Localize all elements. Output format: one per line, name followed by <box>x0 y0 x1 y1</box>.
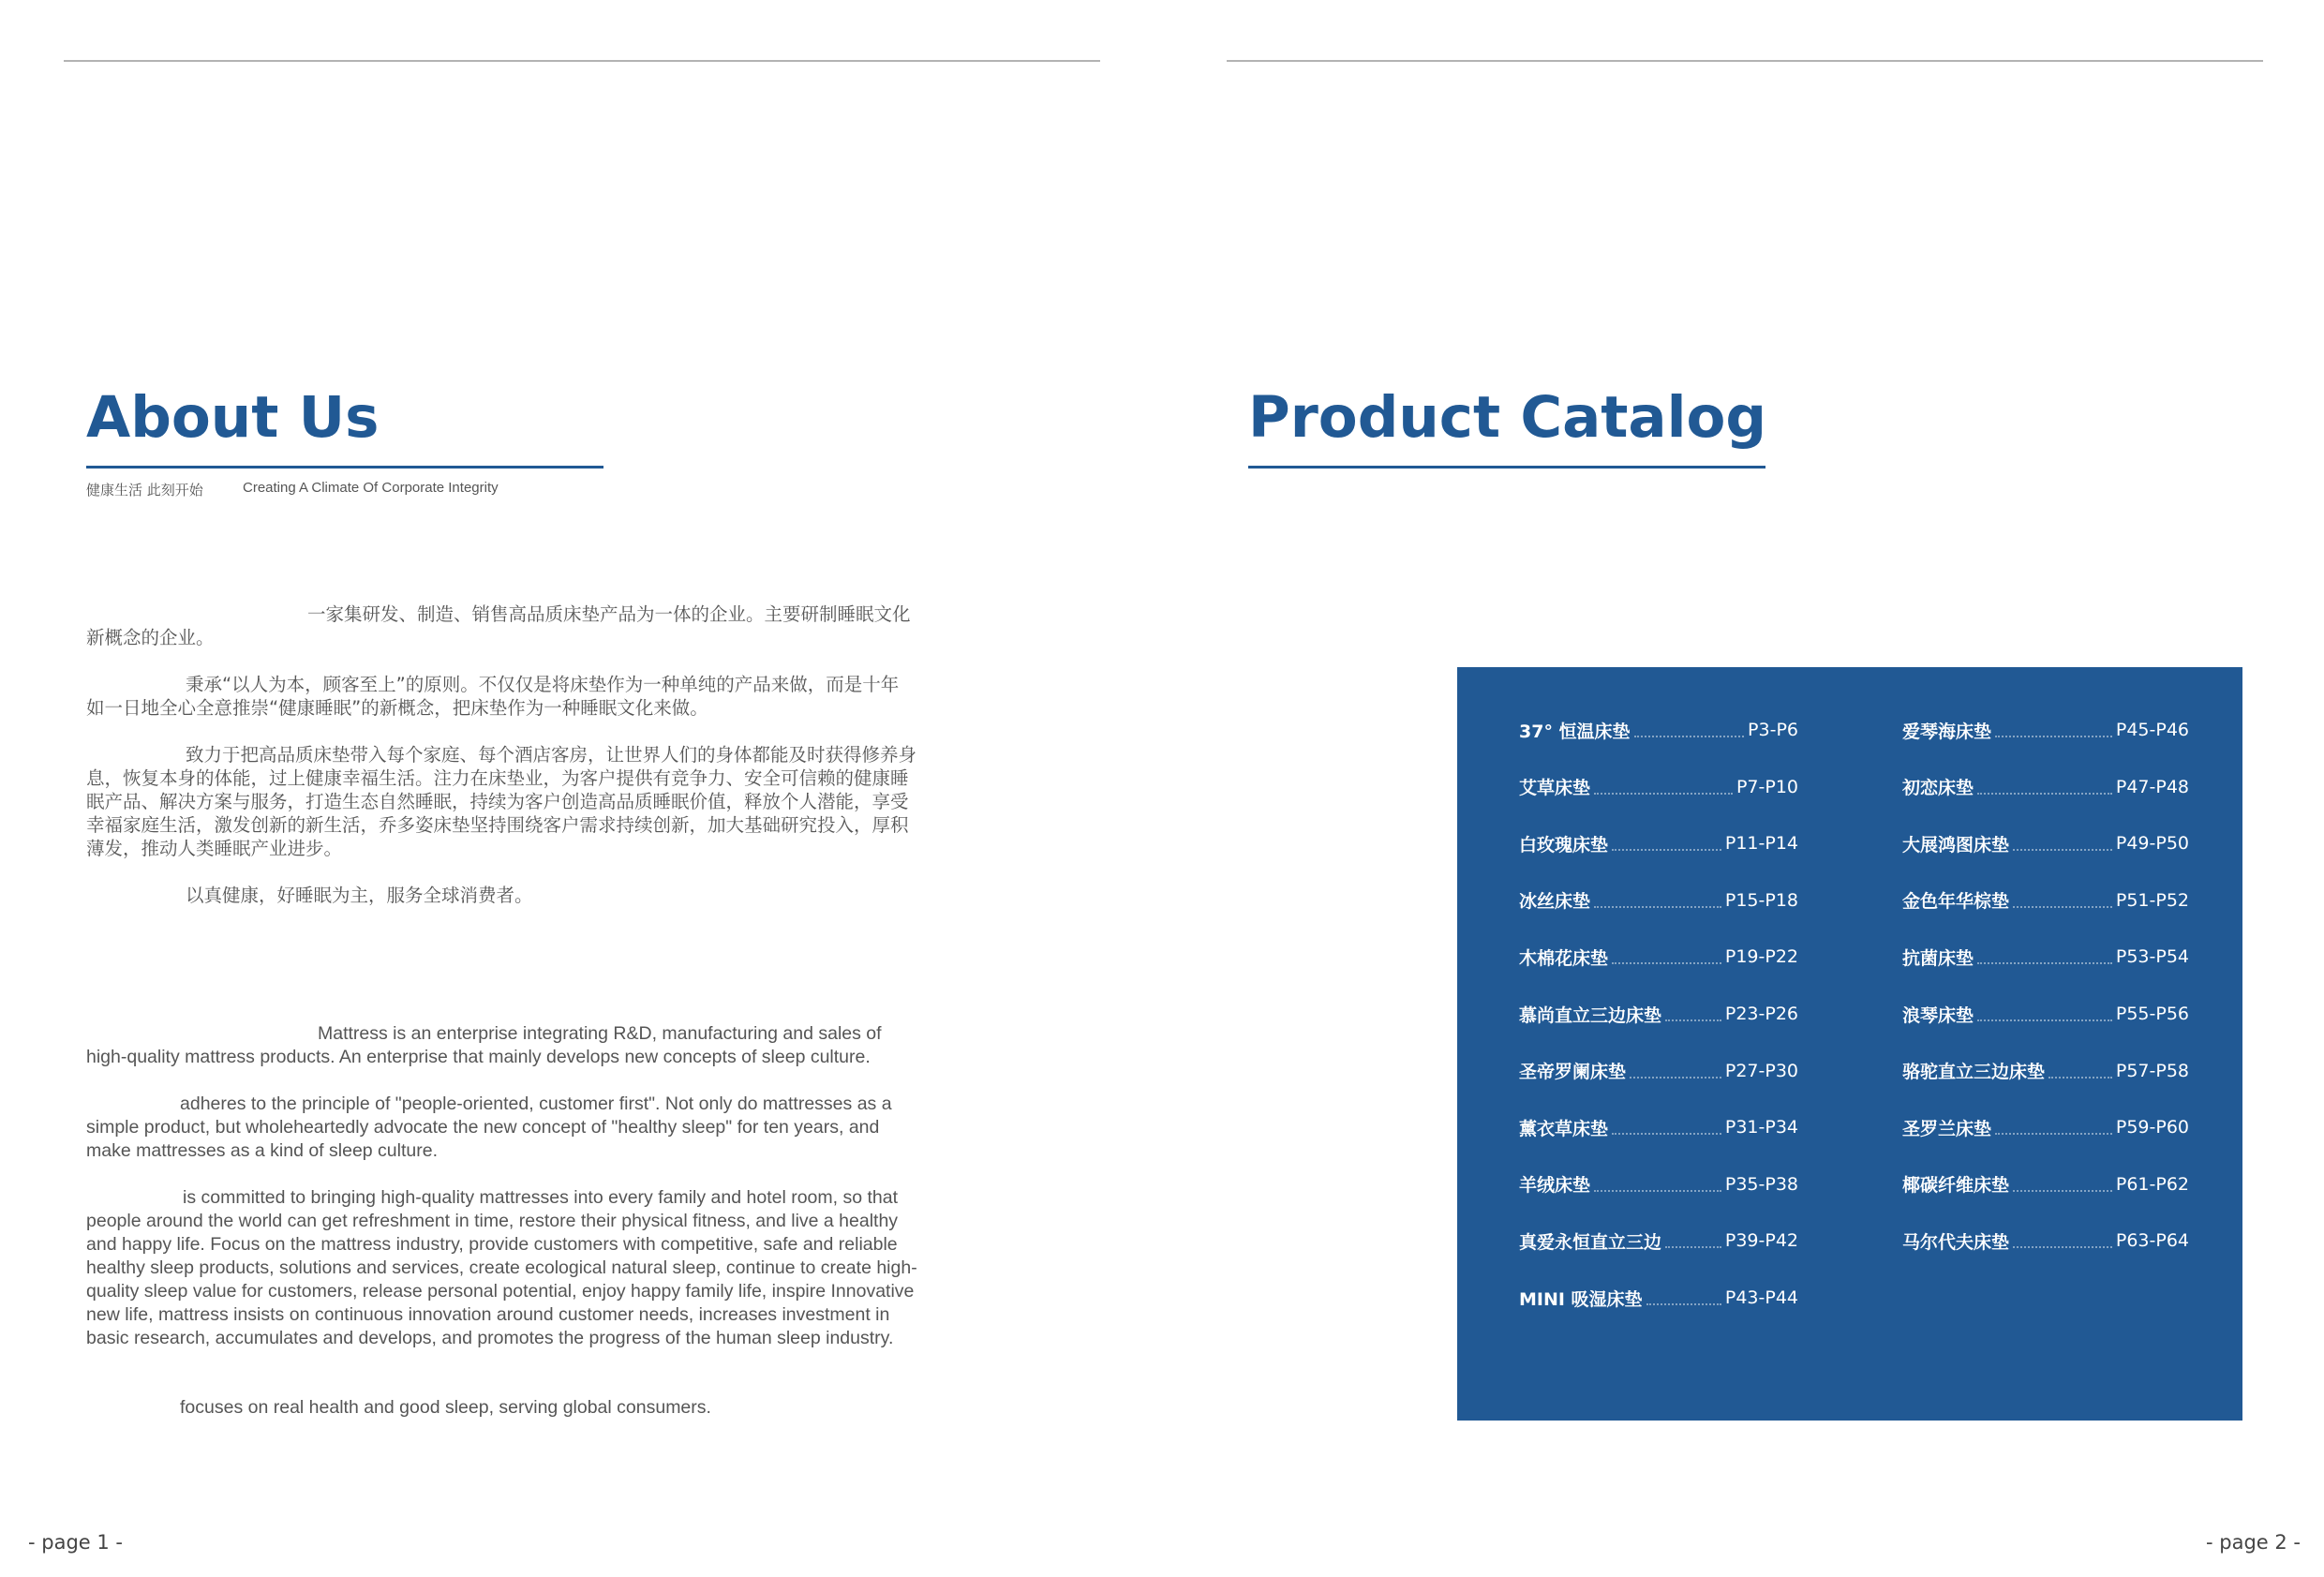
catalog-item[interactable] <box>1902 943 2189 971</box>
catalog-item-name: 慕尚直立三边床垫 <box>1519 1004 1662 1026</box>
dotted-leader <box>2013 1246 2112 1248</box>
catalog-item[interactable] <box>1519 1284 1798 1312</box>
catalog-item-name: 木棉花床垫 <box>1519 947 1609 969</box>
catalog-item[interactable] <box>1519 886 1798 915</box>
catalog-item-pages: P31-P34 <box>1724 1117 1798 1138</box>
paragraph-cn-2: 秉承“以人为本，顾客至上”的原则。不仅仅是将床垫作为一种单纯的产品来做，而是十年如一日地全心全意推崇“健康睡眠”的新概念，把床垫作为一种睡眠文化来做。 <box>86 674 900 719</box>
paragraph-cn-3: 致力于把高品质床垫带入每个家庭、每个酒店客房，让世界人们的身体都能及时获得修养身息，恢复本身的体能，过上健康幸福生活。注力在床垫业，为客户提供有竞争力、安全可信赖的健康睡眠产品、解决方案与服务，打造生态自然睡眠，持续为客户创造高品质睡眠价值，释放个人潜能，享受幸福家庭生活，激发创新的新生活，乔多姿床垫坚持围绕客户需求持续创新，加大基础研究投入，厚积薄发，推动人类睡眠产业进步。 <box>86 744 917 859</box>
catalog-item[interactable] <box>1902 1170 2189 1198</box>
catalog-item-name: 金色年华棕垫 <box>1902 891 2010 913</box>
catalog-item-pages: P3-P6 <box>1748 720 1798 740</box>
catalog-item-pages: P23-P26 <box>1724 1004 1798 1024</box>
catalog-item-pages: P15-P18 <box>1724 889 1798 911</box>
paragraph-en-1: Mattress is an enterprise integrating R&D, manufacturing and sales of high-quality mattress products. An enterprise that mainly develops new concepts of sleep culture. <box>86 1023 882 1067</box>
catalog-item-name: 浪琴床垫 <box>1902 1004 1974 1026</box>
catalog-item-pages: P47-P48 <box>2115 776 2189 797</box>
catalog-item-pages: P11-P14 <box>1724 833 1798 855</box>
catalog-item-pages: P61-P62 <box>2115 1173 2189 1195</box>
catalog-item[interactable] <box>1519 716 1798 744</box>
dotted-leader <box>1612 849 1721 851</box>
about-us-underline <box>86 466 603 469</box>
paragraph-cn-1: 一家集研发、制造、销售高品质床垫产品为一体的企业。主要研制睡眠文化新概念的企业。 <box>86 603 911 648</box>
dotted-leader <box>1665 1246 1721 1248</box>
catalog-item-name: 羊绒床垫 <box>1519 1175 1591 1197</box>
catalog-item-pages: P35-P38 <box>1724 1173 1798 1195</box>
catalog-item-name: 大展鸿图床垫 <box>1902 834 2010 855</box>
page-number-right: - page 2 - <box>2206 1531 2301 1554</box>
dotted-leader <box>1995 736 2112 737</box>
catalog-item-pages: P19-P22 <box>1724 946 1798 968</box>
catalog-item[interactable] <box>1519 1057 1798 1085</box>
product-catalog-underline <box>1248 466 1765 469</box>
catalog-item[interactable] <box>1902 1113 2189 1141</box>
catalog-item[interactable] <box>1519 943 1798 971</box>
catalog-item-name: 骆驼直立三边床垫 <box>1902 1062 2046 1083</box>
dotted-leader <box>1612 1133 1721 1135</box>
catalog-item[interactable] <box>1902 886 2189 915</box>
catalog-item[interactable] <box>1902 1227 2189 1255</box>
dotted-leader <box>1634 736 1744 737</box>
paragraph-cn-4: 以真健康，好睡眠为主，服务全球消费者。 <box>186 885 533 906</box>
subtitle-cn: 健康生活 此刻开始 <box>86 482 203 498</box>
dotted-leader <box>2013 1190 2112 1192</box>
catalog-item-name: 初恋床垫 <box>1902 778 1974 799</box>
catalog-item-name: 椰碳纤维床垫 <box>1902 1175 2010 1197</box>
catalog-item-pages: P53-P54 <box>2115 946 2189 968</box>
catalog-item-pages: P43-P44 <box>1724 1287 1798 1308</box>
dotted-leader <box>1612 962 1721 964</box>
dotted-leader <box>1977 1019 2112 1021</box>
catalog-item-pages: P49-P50 <box>2115 833 2189 855</box>
catalog-panel <box>1457 667 2242 1421</box>
dotted-leader <box>1665 1019 1721 1021</box>
catalog-item-name: 真爱永恒直立三边 <box>1519 1231 1662 1253</box>
page-number-left: - page 1 - <box>28 1531 123 1554</box>
dotted-leader <box>2048 1077 2112 1079</box>
catalog-item-name: 爱琴海床垫 <box>1902 721 1992 742</box>
catalog-item-name: 圣帝罗阑床垫 <box>1519 1062 1627 1083</box>
catalog-item-pages: P39-P42 <box>1724 1230 1798 1252</box>
catalog-item-name: 抗菌床垫 <box>1902 947 1974 969</box>
catalog-item[interactable] <box>1902 773 2189 801</box>
catalog-item[interactable] <box>1519 1000 1798 1028</box>
catalog-item-name: 白玫瑰床垫 <box>1519 834 1609 855</box>
catalog-item[interactable] <box>1902 1000 2189 1028</box>
dotted-leader <box>1630 1077 1721 1079</box>
catalog-item-name: 艾草床垫 <box>1519 778 1591 799</box>
catalog-item-name: MINI 吸湿床垫 <box>1519 1288 1643 1310</box>
catalog-item[interactable] <box>1902 829 2189 857</box>
catalog-item[interactable] <box>1519 1113 1798 1141</box>
catalog-item-pages: P7-P10 <box>1736 776 1798 797</box>
paragraph-en-2: adheres to the principle of "people-oriented, customer first". Not only do mattresses as a simple product, but wholeheartedly advocate the new concept of "healthy sleep" for ten years, and make mattresses as a kind of sleep culture. <box>86 1093 892 1161</box>
catalog-item-name: 37° 恒温床垫 <box>1519 721 1631 742</box>
paragraph-en-3: is committed to bringing high-quality mattresses into every family and hotel room, so that people around the world can get refreshment in time, restore their physical fitness, and live a healthy and happy life. Focus on the mattress industry, provide customers with competitive, safe and reliable healthy sleep products, solutions and services, create ecological natural sleep, continue to create high-quality sleep value for customers, release personal potential, enjoy happy family life, inspire Innovative new life, mattress insists on continuous innovation around customer needs, increases investment in basic research, accumulates and develops, and promotes the progress of the human sleep industry. <box>86 1187 917 1348</box>
catalog-item-pages: P27-P30 <box>1724 1060 1798 1081</box>
dotted-leader <box>2013 906 2112 908</box>
catalog-item[interactable] <box>1519 773 1798 801</box>
dotted-leader <box>1977 962 2112 964</box>
top-rule-right <box>1227 60 2263 62</box>
catalog-item-pages: P45-P46 <box>2115 720 2189 740</box>
subtitle-en: Creating A Climate Of Corporate Integrity <box>243 480 499 496</box>
dotted-leader <box>1594 906 1721 908</box>
catalog-item-name: 冰丝床垫 <box>1519 891 1591 913</box>
catalog-item-pages: P57-P58 <box>2115 1060 2189 1081</box>
dotted-leader <box>1594 793 1733 795</box>
catalog-item-name: 薰衣草床垫 <box>1519 1118 1609 1139</box>
product-catalog-title: Product Catalog <box>1248 384 1767 451</box>
catalog-item[interactable] <box>1902 716 2189 744</box>
catalog-item-name: 马尔代夫床垫 <box>1902 1231 2010 1253</box>
dotted-leader <box>1977 793 2112 795</box>
paragraph-en-4: focuses on real health and good sleep, serving global consumers. <box>180 1397 711 1418</box>
catalog-item-name: 圣罗兰床垫 <box>1902 1118 1992 1139</box>
catalog-item-pages: P59-P60 <box>2115 1117 2189 1138</box>
dotted-leader <box>1646 1303 1721 1305</box>
dotted-leader <box>1995 1133 2112 1135</box>
catalog-item-pages: P63-P64 <box>2115 1230 2189 1252</box>
catalog-item-pages: P55-P56 <box>2115 1004 2189 1024</box>
catalog-item[interactable] <box>1902 1057 2189 1085</box>
catalog-item[interactable] <box>1519 829 1798 857</box>
catalog-item-pages: P51-P52 <box>2115 889 2189 911</box>
dotted-leader <box>2013 849 2112 851</box>
dotted-leader <box>1594 1190 1721 1192</box>
catalog-item[interactable] <box>1519 1170 1798 1198</box>
top-rule-left <box>64 60 1100 62</box>
catalog-item[interactable] <box>1519 1227 1798 1255</box>
about-us-title: About Us <box>86 384 380 451</box>
